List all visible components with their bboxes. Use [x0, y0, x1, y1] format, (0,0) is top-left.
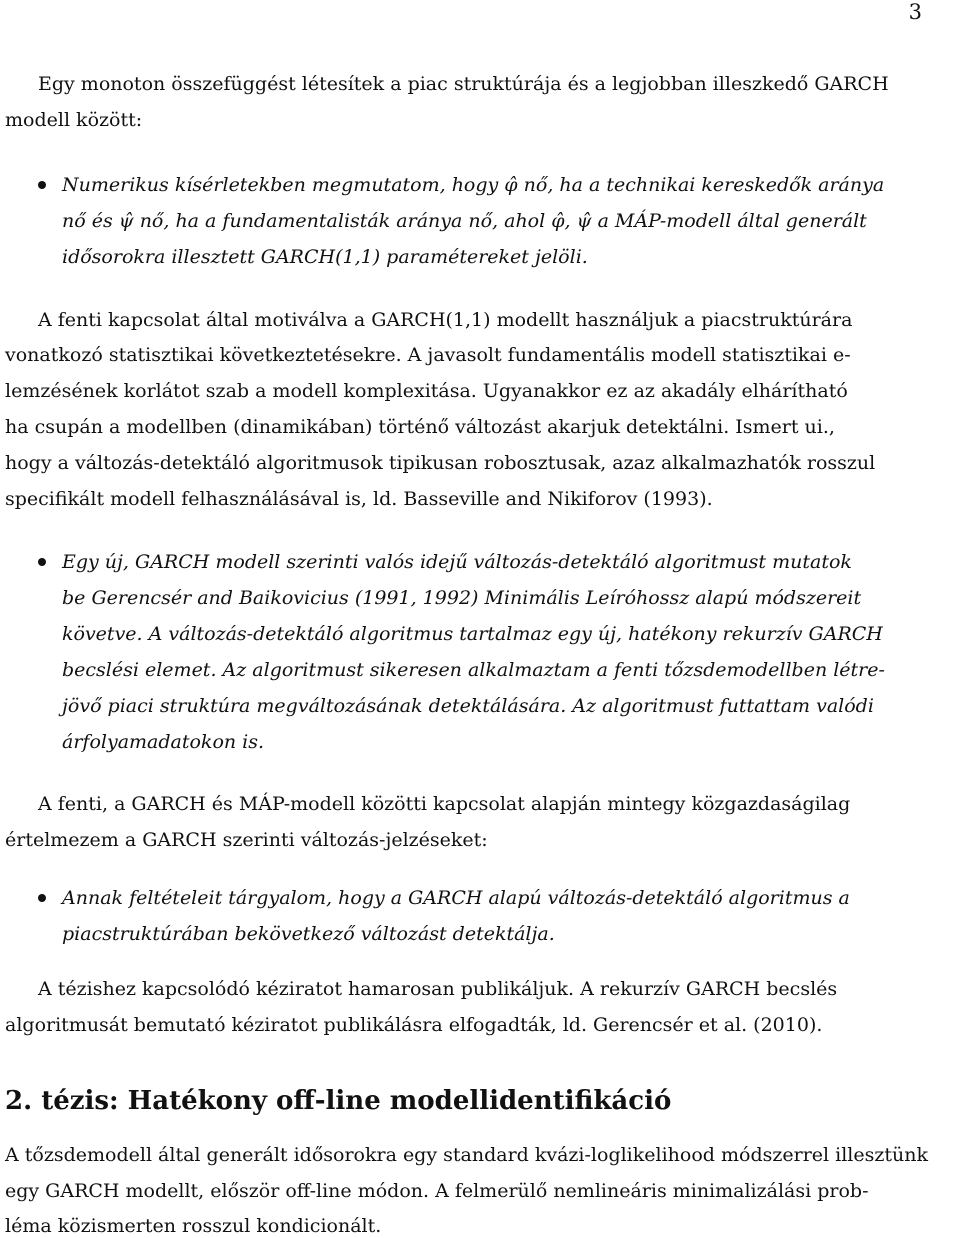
bullet-2-line-2: be Gerencsér and Baikovicius (1991, 1992) Minimális Leíróhossz alapú módszereit: [62, 587, 862, 609]
bullet-1-line-1: Numerikus kísérletekben megmutatom, hogy φ̂ nő, ha a technikai kereskedők aránya: [62, 174, 885, 196]
para-4-line-2: egy GARCH modellt, először off-line módon. A felmerülő nemlineáris minimalizálási prob-: [5, 1180, 869, 1202]
intro-line-1: Egy monoton összefüggést létesítek a piac struktúrája és a legjobban illeszkedő GARCH: [38, 73, 889, 95]
bullet-2-line-6: árfolyamadatokon is.: [62, 731, 265, 753]
bullet-2-line-1: Egy új, GARCH modell szerinti valós idejű változás-detektáló algoritmust mutatok: [62, 551, 852, 573]
bullet-3-line-1: Annak feltételeit tárgyalom, hogy a GARCH alapú változás-detektáló algoritmus a: [62, 887, 850, 909]
para-3-line-2: algoritmusát bemutató kéziratot publikálásra elfogadták, ld. Gerencsér et al. (2010).: [5, 1014, 823, 1036]
page-number: 3: [908, 0, 922, 24]
para-4-line-1: A tőzsdemodell által generált idősorokra egy standard kvázi-loglikelihood módszerrel illesztünk: [5, 1144, 928, 1166]
para-2-line-2: értelmezem a GARCH szerinti változás-jelzéseket:: [5, 829, 488, 851]
para-1-line-1: A fenti kapcsolat által motiválva a GARCH(1,1) modellt használjuk a piacstruktúrára: [38, 309, 853, 331]
section-heading: 2. tézis: Hatékony off-line modellidentifikáció: [5, 1086, 672, 1116]
bullet-2-line-4: becslési elemet. Az algoritmust sikeresen alkalmaztam a fenti tőzsdemodellben létre-: [62, 659, 885, 681]
bullet-icon: [38, 558, 46, 566]
bullet-1-line-3: idősorokra illesztett GARCH(1,1) paramétereket jelöli.: [62, 246, 588, 268]
bullet-3-line-2: piacstruktúrában bekövetkező változást detektálja.: [62, 923, 555, 945]
bullet-icon: [38, 181, 46, 189]
para-1-line-2: vonatkozó statisztikai következtetésekre. A javasolt fundamentális modell statisztikai e-: [5, 344, 851, 366]
bullet-2-line-3: követve. A változás-detektáló algoritmus tartalmaz egy új, hatékony rekurzív GARCH: [62, 623, 883, 645]
para-1-line-6: specifikált modell felhasználásával is, ld. Basseville and Nikiforov (1993).: [5, 488, 713, 510]
para-1-line-3: lemzésének korlátot szab a modell komplexitása. Ugyanakkor ez az akadály elhárítható: [5, 380, 848, 402]
para-1-line-5: hogy a változás-detektáló algoritmusok tipikusan robosztusak, azaz alkalmazhatók rosszul: [5, 452, 876, 474]
para-1-line-4: ha csupán a modellben (dinamikában) történő változást akarjuk detektálni. Ismert ui.,: [5, 416, 835, 438]
para-2-line-1: A fenti, a GARCH és MÁP-modell közötti kapcsolat alapján mintegy közgazdaságilag: [38, 793, 851, 815]
para-4-line-3: léma közismerten rosszul kondicionált.: [5, 1215, 382, 1237]
bullet-icon: [38, 894, 46, 902]
bullet-1-line-2: nő és ψ̂ nő, ha a fundamentalisták aránya nő, ahol φ̂, ψ̂ a MÁP-modell által generált: [62, 210, 867, 232]
para-3-line-1: A tézishez kapcsolódó kéziratot hamarosan publikáljuk. A rekurzív GARCH becslés: [38, 978, 838, 1000]
bullet-2-line-5: jövő piaci struktúra megváltozásának detektálására. Az algoritmust futtattam valódi: [62, 695, 874, 717]
intro-line-2: modell között:: [5, 109, 143, 131]
